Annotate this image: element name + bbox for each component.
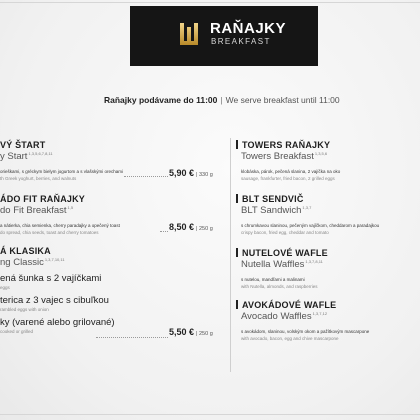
menu-item-classic	[0, 246, 115, 334]
item-description-sk: a nátierka, chia semienka, cherry paradajky a opečený toast	[0, 223, 120, 229]
title-bar	[236, 140, 238, 149]
option-line	[0, 295, 115, 312]
item-subtitle: Avocado Waffles$^{1,3,7,12}$	[241, 311, 328, 323]
serving-time-note	[104, 95, 340, 105]
title-bar	[236, 194, 238, 203]
item-title: VÝ ŠTART	[0, 140, 46, 150]
item-weight: | 250 g	[196, 226, 213, 232]
price-leader-dots	[124, 176, 168, 178]
brand-subtitle: BREAKFAST	[211, 37, 271, 46]
item-title: Á KLASIKA	[0, 246, 51, 256]
item-weight: | 330 g	[196, 172, 213, 178]
price-leader-dots	[160, 231, 168, 233]
option-sk: ky (varené alebo grilované)	[0, 317, 115, 329]
item-description-sk: s chrumkavou slaninou, pečeným vajíčkom, cheddarom a paradajkou	[241, 223, 380, 229]
allergen-codes: 1,3,5,6	[314, 151, 328, 156]
option-sk: terica z 3 vajec s cibuľkou	[0, 295, 109, 307]
item-description-sk: s avokádom, slaninou, volským okom a pažítkovým mascarpone	[241, 329, 370, 335]
option-en: eggs	[0, 285, 10, 291]
menu-item-nutella-waffles	[236, 248, 328, 289]
item-subtitle: do Fit Breakfast$^{1,5}$	[0, 205, 74, 217]
serving-separator: |	[220, 95, 223, 105]
item-description-en: sausage, frankfurter, fried bacon, 2 grilled eggs	[241, 176, 335, 182]
title-bar	[236, 300, 238, 309]
item-title: ÁDO FIT RAŇAJKY	[0, 194, 86, 204]
item-description-sk: s nutelou, mandľami a malinami	[241, 277, 305, 283]
allergen-codes: 1,5	[67, 205, 74, 210]
allergen-codes: 1,3,7	[302, 205, 312, 210]
menu-item-towers-breakfast	[236, 140, 340, 181]
allergen-codes: 1,3,5,6,7,8,11	[28, 151, 53, 156]
allergen-codes: 1,3,7,10,11	[44, 257, 65, 262]
top-border	[0, 2, 420, 3]
item-description-en: crispy bacon, fried egg, cheddar and tomato	[241, 230, 329, 236]
item-title: TOWERS RAŇAJKY	[236, 140, 340, 150]
price-leader-dots	[96, 337, 168, 339]
brand-mark-icon	[180, 23, 200, 47]
item-description-en: th Greek yoghurt, berries, and walnuts	[0, 176, 77, 182]
allergen-codes: 1,3,7,8,11	[305, 259, 323, 264]
serving-time-sk: Raňajky podávame do 11:00	[104, 95, 218, 105]
item-description-sk: klobáska, párok, pečená slanina, 2 vajíčka na oko	[241, 169, 341, 175]
item-description-en: with Nutella, almonds, and raspberries	[241, 284, 318, 290]
option-en: cooked or grilled	[0, 329, 34, 335]
item-weight: | 250 g	[196, 331, 213, 337]
option-en: rambled eggs with onion	[0, 307, 49, 313]
option-sk: ená šunka s 2 vajíčkami	[0, 273, 102, 285]
menu-item-healthy-start	[0, 140, 123, 181]
item-description-en: do spread, chia seeds, toast and cherry tomatoes	[0, 230, 99, 236]
title-bar	[236, 248, 238, 257]
menu-item-avocado-waffles	[236, 300, 369, 341]
item-title: NUTELOVÉ WAFLE	[236, 248, 328, 258]
brand-logo-banner	[130, 6, 318, 66]
option-line	[0, 317, 115, 334]
item-price: 8,50 € | 250 g	[169, 222, 213, 232]
option-line	[0, 273, 115, 290]
item-title: AVOKÁDOVÉ WAFLE	[236, 300, 369, 310]
item-price: 5,90 € | 330 g	[169, 168, 213, 178]
allergen-codes: 1,3,7,12	[312, 311, 328, 316]
item-subtitle: BLT Sandwich$^{1,3,7}$	[241, 205, 312, 217]
column-divider	[230, 138, 231, 372]
menu-item-blt-sandwich	[236, 194, 379, 235]
item-subtitle: y Start$^{1,3,5,6,7,8,11}$	[0, 151, 53, 163]
item-subtitle: ng Classic$^{1,3,7,10,11}$	[0, 257, 65, 269]
bottom-border	[0, 414, 420, 415]
item-price: 5,50 € | 250 g	[169, 327, 213, 337]
menu-item-avocado-fit	[0, 194, 120, 235]
serving-time-en: We serve breakfast until 11:00	[225, 95, 340, 105]
item-description-sk: orieškami, s gréckym bielym jogurtom a s vlašskými orechami	[0, 169, 124, 175]
brand-name: RAŇAJKY	[210, 20, 287, 37]
item-subtitle: Towers Breakfast$^{1,3,5,6}$	[241, 151, 328, 163]
item-description-en: with avocado, bacon, egg and chive mascarpone	[241, 336, 339, 342]
item-title: BLT SENDVIČ	[236, 194, 379, 204]
item-subtitle: Nutella Waffles$^{1,3,7,8,11}$	[241, 259, 323, 271]
